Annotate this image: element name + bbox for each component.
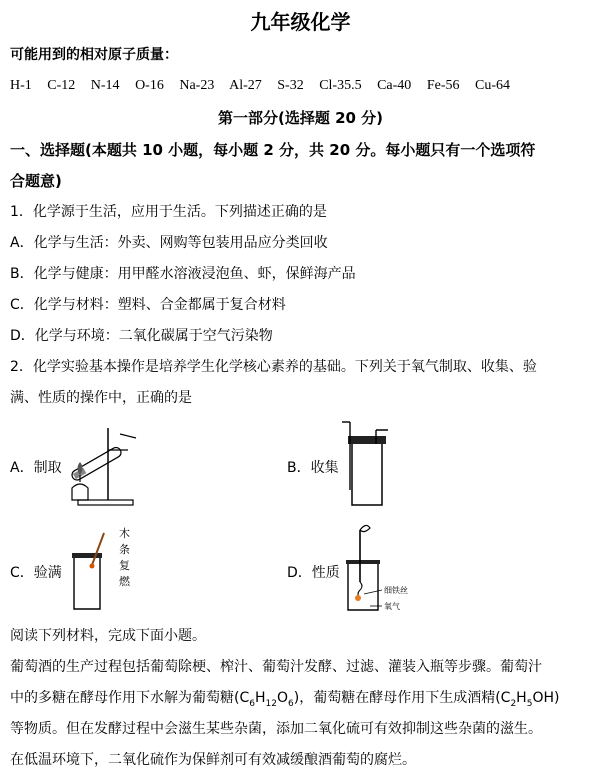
q1-stem: 1．化学源于生活，应用于生活。下列描述正确的是 [10,204,327,220]
section-heading-line1: 一、选择题(本题共 10 小题，每小题 2 分，共 20 分。每小题只有一个选项符 [10,141,536,159]
q2-figure-d-iron-wire-combustion [340,522,420,614]
q2-c-fig-char-1: 木 [119,527,130,540]
atomic-mass-list [10,77,522,95]
q2-d-fig-label-oxygen: 氧气 [384,602,400,611]
atomic-mass-na: Na-23 [179,78,215,93]
atomic-mass-heading: 可能用到的相对原子质量： [10,47,178,63]
q1-option-b: B．化学与健康：用甲醛水溶液浸泡鱼、虾，保鲜海产品 [10,266,356,282]
reading-line1: 葡萄酒的生产过程包括葡萄除梗、榨汁、葡萄汁发酵、过滤、灌装入瓶等步骤。葡萄汁 [10,659,542,675]
atomic-mass-n: N-14 [90,78,120,93]
q2-figure-b-gas-collection [340,420,395,510]
atomic-mass-al: Al-27 [229,78,262,93]
q2-c-fig-char-3: 复 [119,559,130,572]
q1-option-a: A．化学与生活：外卖、网购等包装用品应分类回收 [10,235,328,251]
atomic-mass-cu: Cu-64 [474,78,510,93]
section-heading-line2: 合题意) [10,172,62,190]
q1-option-c: C．化学与材料：塑料、合金都属于复合材料 [10,297,286,313]
atomic-mass-s: S-32 [277,78,304,93]
q2-option-c-label: C．验满 [10,565,62,581]
atomic-mass-o: O-16 [135,78,164,93]
atomic-mass-ca: Ca-40 [377,78,412,93]
q2-c-fig-char-2: 条 [119,543,130,556]
q2-option-d-label: D．性质 [287,565,340,581]
atomic-mass-fe: Fe-56 [426,78,460,93]
reading-line3: 等物质。但在发酵过程中会滋生某些杂菌，添加二氧化硫可有效抑制这些杂菌的滋生。 [10,721,542,737]
atomic-mass-h: H-1 [10,78,32,93]
atomic-mass-cl: Cl-35.5 [319,78,362,93]
atomic-mass-c: C-12 [47,78,76,93]
q1-option-d: D．化学与环境：二氧化碳属于空气污染物 [10,328,273,344]
q2-figure-c-check-full [62,525,137,613]
page-title: 九年级化学 [250,10,351,34]
q2-option-a-label: A．制取 [10,460,62,476]
q2-figure-a-oxygen-preparation [58,420,143,508]
q2-option-b-label: B．收集 [287,460,339,476]
reading-line4: 在低温环境下，二氧化硫作为保鲜剂可有效减缓酿酒葡萄的腐烂。 [10,752,416,768]
q2-d-fig-label-wire: 细铁丝 [384,586,408,595]
q2-stem-line2: 满、性质的操作中，正确的是 [10,390,192,406]
q2-c-fig-char-4: 燃 [119,575,130,588]
q2-stem-line1: 2．化学实验基本操作是培养学生化学核心素养的基础。下列关于氧气制取、收集、验 [10,359,537,375]
reading-intro: 阅读下列材料，完成下面小题。 [10,628,206,644]
reading-line2: 中的多糖在酵母作用下水解为葡萄糖$(C_6H_{12}O_6)$，葡萄糖在酵母作用下生成酒精$(C_2H_5OH)$ [10,690,560,709]
part-heading: 第一部分(选择题 20 分) [217,109,384,127]
